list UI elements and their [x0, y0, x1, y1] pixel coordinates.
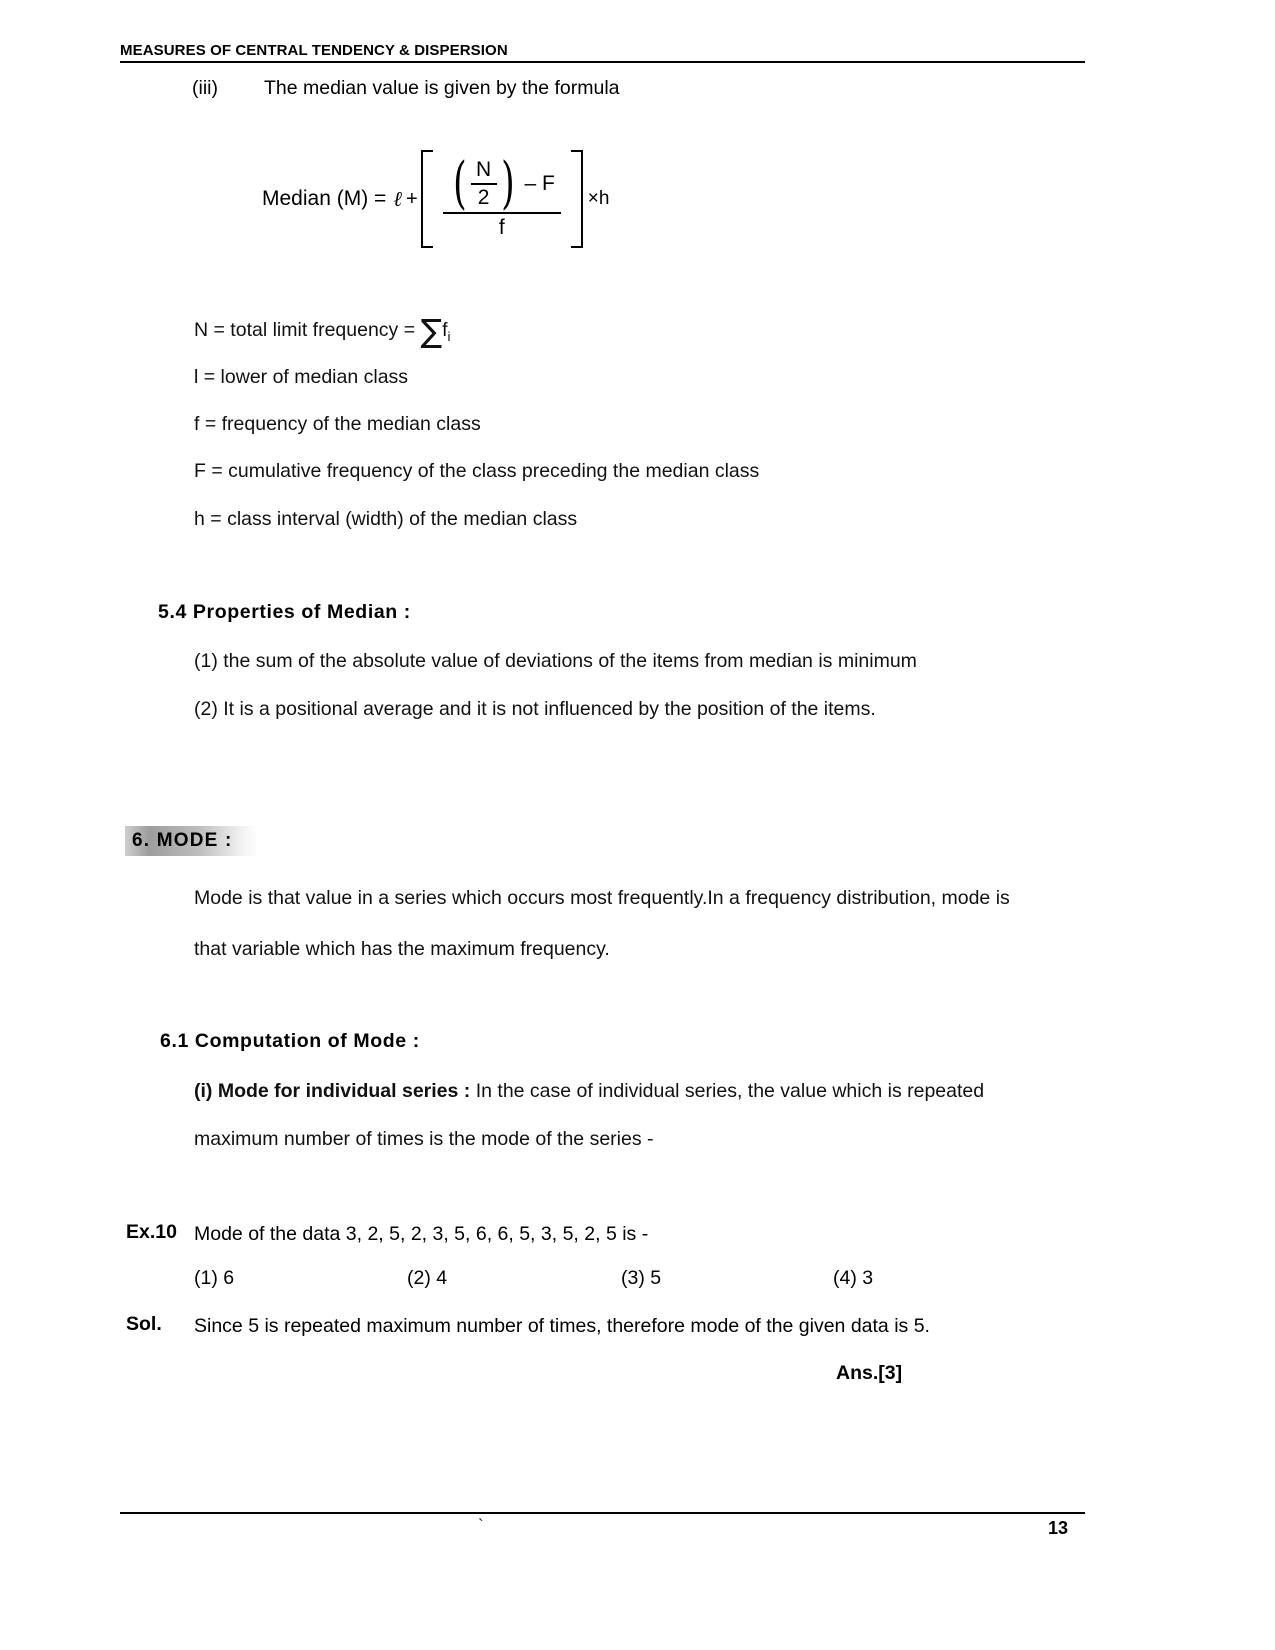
definition-h: h = class interval (width) of the median class — [194, 508, 578, 530]
median-formula-n: N — [476, 158, 492, 181]
median-formula-item-text: The median value is given by the formula — [264, 77, 620, 99]
median-formula-bracket — [421, 150, 583, 248]
median-formula-fraction — [443, 150, 561, 240]
definition-n-text: N = total limit frequency = — [194, 319, 421, 341]
example-option-3[interactable]: (3) 5 — [621, 1267, 662, 1289]
definition-n — [194, 312, 451, 350]
median-formula-denominator: f — [498, 216, 505, 239]
median-formula-ell: ℓ — [393, 186, 403, 211]
median-formula-label: Median (M) = — [262, 187, 387, 210]
median-formula-bracket-content — [427, 150, 577, 248]
individual-series-line-2: maximum number of times is the mode of the series - — [194, 1128, 654, 1150]
median-formula-minus-f: – F — [524, 172, 555, 195]
mode-paragraph-line-1: Mode is that value in a series which occurs most frequently.In a frequency distribution, mode is — [194, 887, 1010, 909]
footer-page-number: 13 — [1048, 1518, 1069, 1538]
median-formula-n-over-2 — [471, 158, 497, 210]
example-tag: Ex.10 — [126, 1221, 177, 1243]
individual-series-line-1 — [194, 1078, 984, 1105]
definition-n-subscript: i — [447, 328, 451, 344]
example-option-4[interactable]: (4) 3 — [833, 1267, 874, 1289]
property-item-2: (2) It is a positional average and it is not influenced by the position of the items. — [194, 698, 876, 720]
definition-f: f = frequency of the median class — [194, 413, 481, 435]
definition-l: l = lower of median class — [194, 366, 409, 388]
mode-section-bar — [125, 826, 258, 856]
median-formula-numerator — [443, 150, 561, 216]
example-option-1[interactable]: (1) 6 — [194, 1267, 235, 1289]
median-formula-item — [192, 75, 620, 102]
computation-heading: 6.1 Computation of Mode : — [160, 1030, 420, 1052]
mode-section-bar-label: 6. MODE : — [132, 830, 233, 851]
page-header — [120, 42, 1085, 63]
header-title: MEASURES OF CENTRAL TENDENCY & DISPERSION — [120, 42, 508, 59]
footer-divider — [120, 1512, 1085, 1514]
header-divider — [120, 61, 1085, 63]
open-paren-glyph: ( — [452, 150, 467, 216]
example-question: Mode of the data 3, 2, 5, 2, 3, 5, 6, 6, 5, 3, 5, 2, 5 is - — [194, 1223, 649, 1245]
individual-series-text: In the case of individual series, the value which is repeated — [470, 1080, 985, 1102]
sigma-icon: ∑ — [420, 312, 443, 350]
close-paren-glyph: ) — [500, 150, 515, 216]
property-item-1: (1) the sum of the absolute value of deviations of the items from median is minimum — [194, 650, 917, 672]
solution-text: Since 5 is repeated maximum number of times, therefore mode of the given data is 5. — [194, 1315, 930, 1337]
example-option-2[interactable]: (2) 4 — [407, 1267, 448, 1289]
median-formula-2: 2 — [477, 186, 490, 209]
median-formula-item-marker: (iii) — [192, 77, 218, 99]
mode-paragraph-line-2: that variable which has the maximum frequency. — [194, 938, 610, 960]
properties-heading: 5.4 Properties of Median : — [158, 601, 411, 623]
median-formula — [262, 150, 609, 248]
individual-series-label: (i) Mode for individual series : — [194, 1080, 471, 1102]
footer-mark: ` — [478, 1516, 484, 1535]
definition-F: F = cumulative frequency of the class preceding the median class — [194, 460, 760, 482]
definition-n-term: f — [442, 319, 448, 341]
solution-tag: Sol. — [126, 1313, 162, 1335]
median-formula-times-h: ×h — [587, 188, 610, 209]
median-formula-plus: + — [406, 187, 418, 210]
median-formula-paren-group — [449, 150, 519, 216]
answer-key: Ans.[3] — [836, 1362, 903, 1384]
